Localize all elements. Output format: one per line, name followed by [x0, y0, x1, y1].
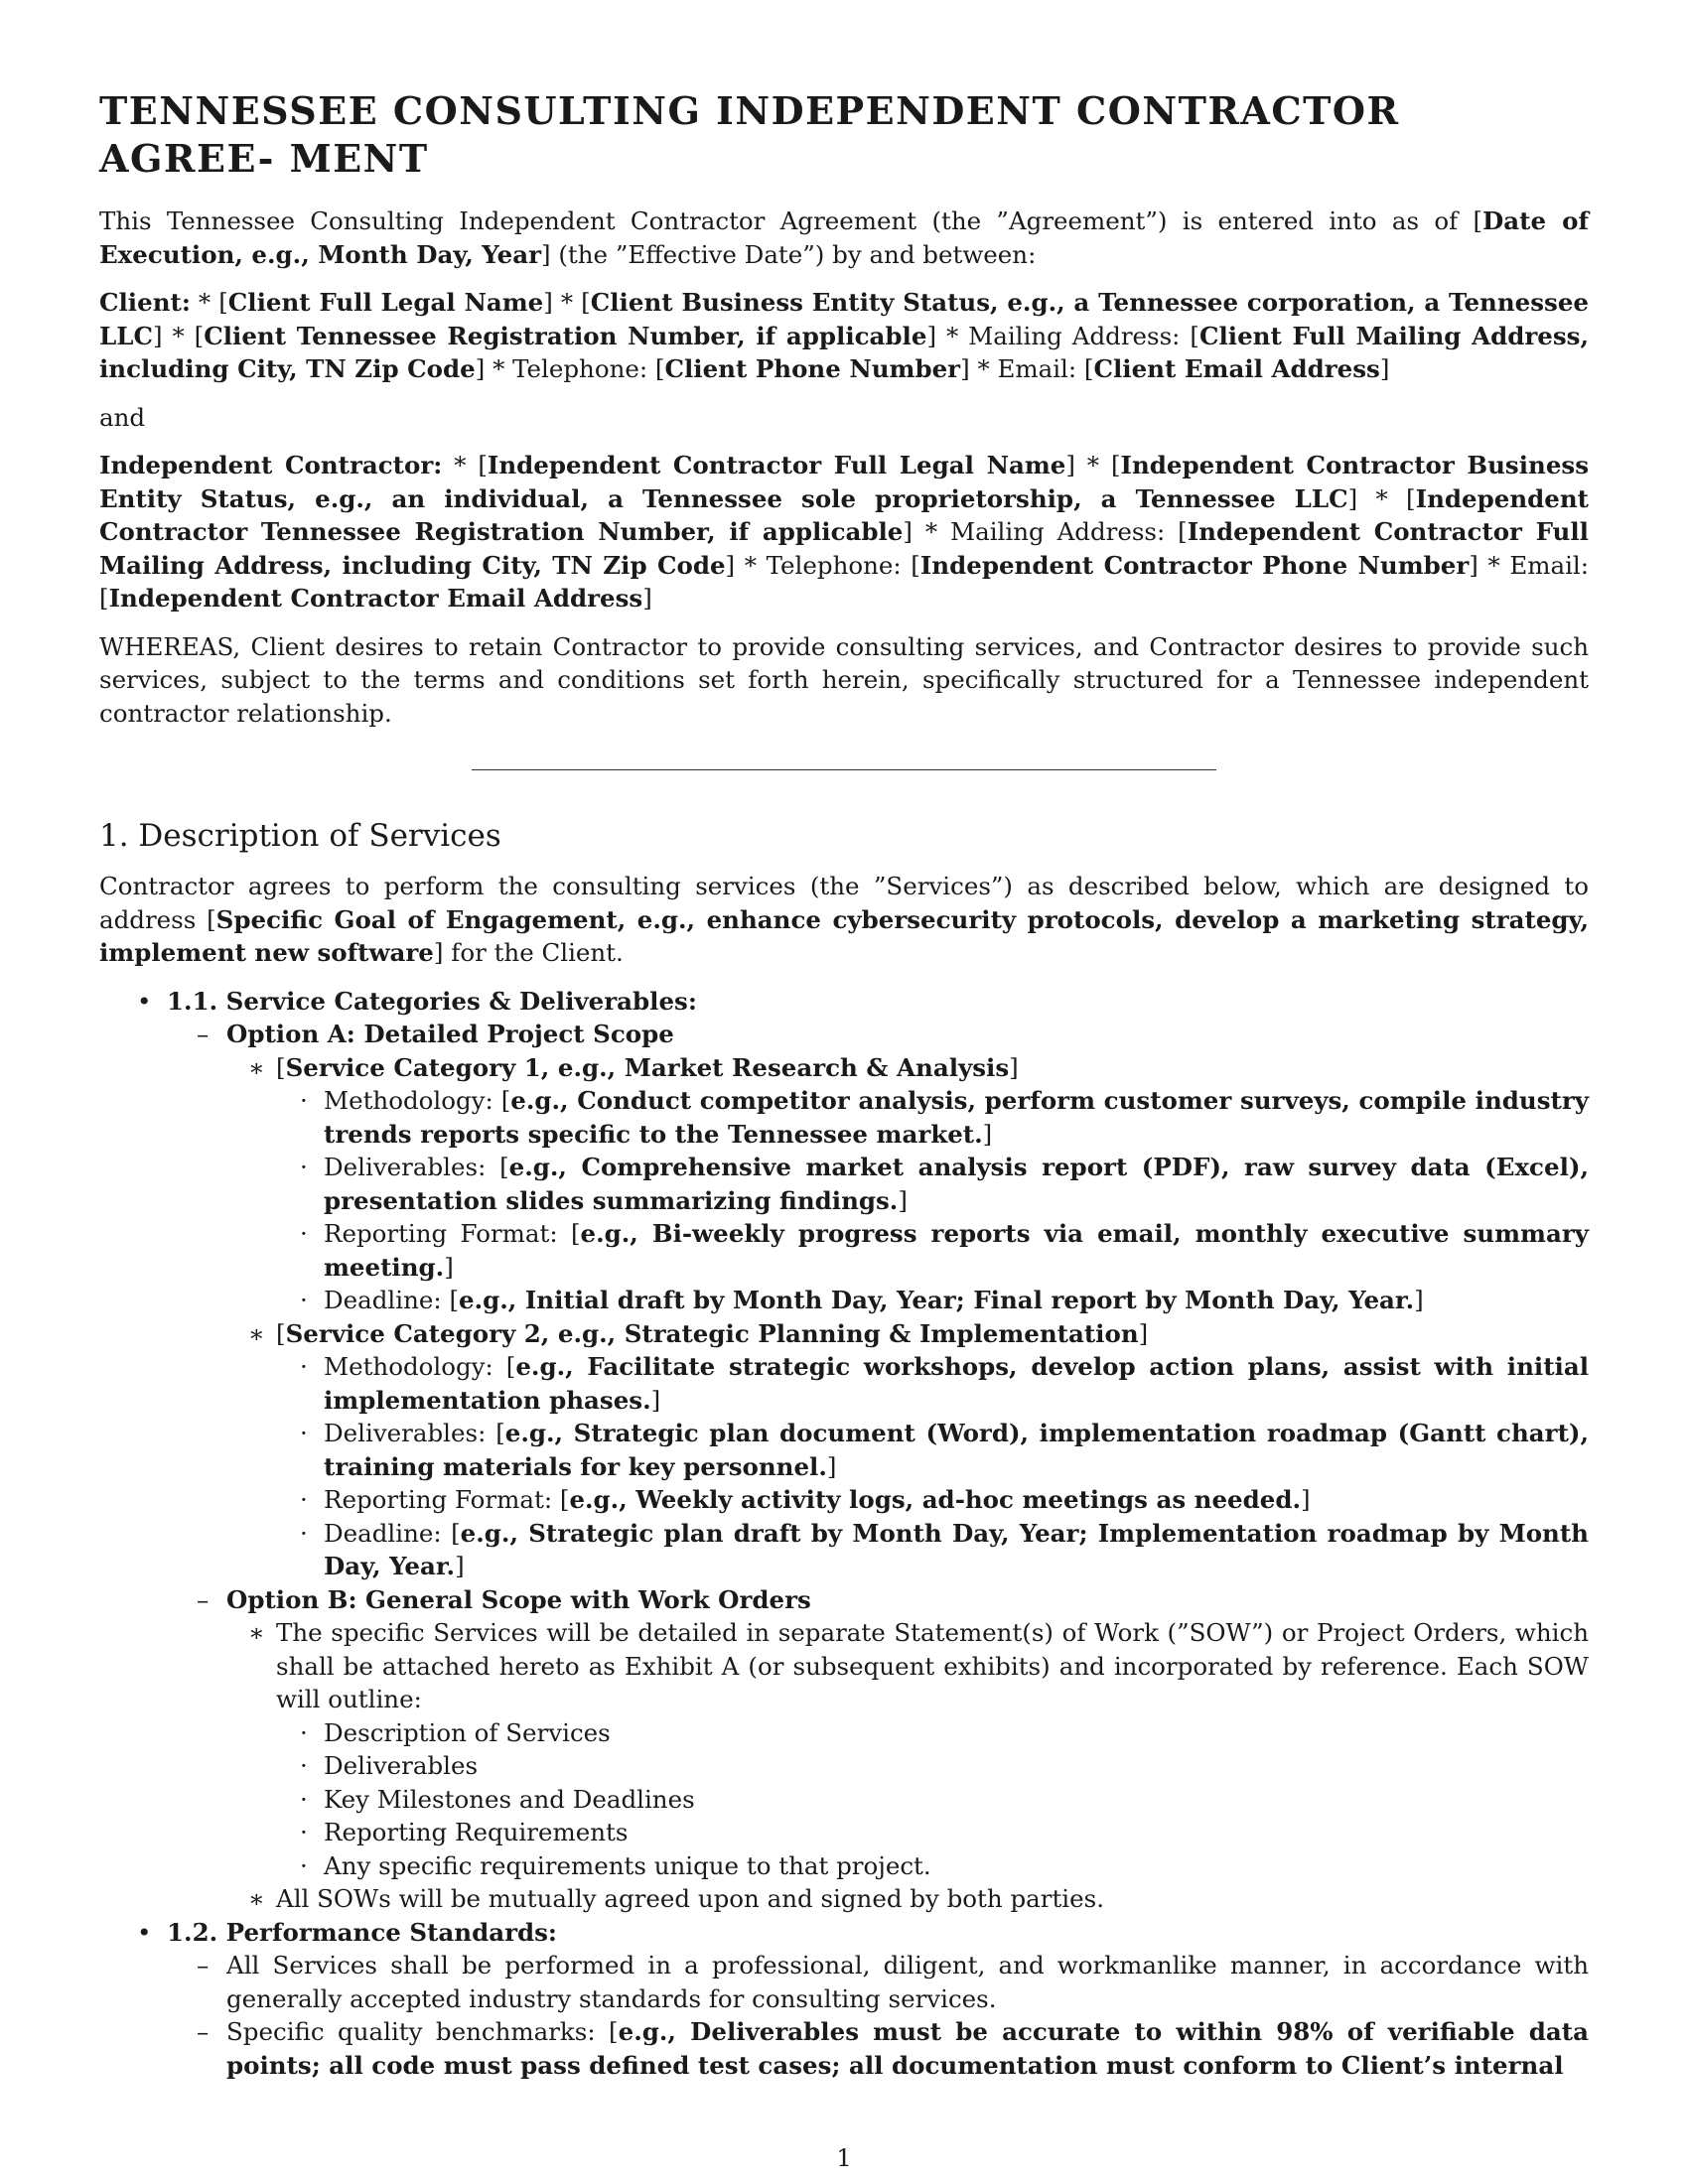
contractor-registration: Independent Contractor Tennessee Registration Number, if applicable — [99, 483, 1589, 546]
list-item-1-1 — [99, 985, 1589, 1916]
contractor-entity: Independent Contractor Business Entity Status, e.g., an individual, a Tennessee sole proprietorship, a Tennessee LLC — [99, 451, 1590, 513]
document-body — [99, 87, 1589, 2082]
list-item: – Specific quality benchmarks: [e.g., Deliverables must be accurate to within 98% of verifiable data points; all code must pass defined test cases; all documentation must conform to Client’s internal — [167, 2015, 1589, 2082]
client-name: Client Full Legal Name — [227, 288, 544, 317]
contractor-block: Independent Contractor: * [Independent Contractor Full Legal Name] * [Independent Contractor Business Entity Status, e.g., an individual, a Tennessee sole proprietorship, a Tennessee LLC] * [Independent Contractor Tennessee Registration Number, if applicable] * Mailing Address: [Independent Contractor Full Mailing Address, including City, TN Zip Code] * Telephone: [Independent Contractor Phone Number] * Email: [Independent Contractor Email Address] — [99, 451, 1590, 613]
option-b-item — [167, 1583, 1589, 1916]
client-block: Client: * [Client Full Legal Name] * [Client Business Entity Status, e.g., a Tennessee corporation, a Tennessee LLC] * [Client Tennessee Registration Number, if applicable] * Mailing Address: [Client Full Mailing Address, including City, TN Zip Code] * Telephone: [Client Phone Number] * Email: [Client Email Address] — [99, 288, 1590, 383]
service-category-1: ∗ [Service Category 1, e.g., Market Research & Analysis] · Methodology: [e.g., Conduct competitor analysis, perform customer surveys, compile industry trends reports specific to the Tennessee market.] · Deliverables: [e.g., Comprehensive market analysis report (PDF), raw survey data (Excel), presentation slides summarizing findings.] · Reporting Format: [e.g., Bi-weekly progress reports via email, monthly executive summary meeting.] · Deadline: [e.g., Initial draft by Month Day, Year; Final report by Month Day, Year.] — [226, 1051, 1589, 1317]
list-item — [226, 1616, 1589, 1882]
service-categories-label: 1.1. Service Categories & Deliverables: — [167, 986, 697, 1016]
section-1-list — [99, 985, 1589, 2083]
sow-outline-list — [276, 1716, 1589, 1883]
option-a-categories — [226, 1051, 1589, 1583]
list-item: ∗ All SOWs will be mutually agreed upon and signed by both parties. — [226, 1882, 1589, 1916]
option-b-details — [226, 1616, 1589, 1916]
list-item: · Deadline: [e.g., Initial draft by Month Day, Year; Final report by Month Day, Year.] — [276, 1284, 1589, 1317]
section-divider — [472, 769, 1216, 770]
list-item: · Methodology: [e.g., Conduct competitor analysis, perform customer surveys, compile industry trends reports specific to the Tennessee market.] — [276, 1084, 1589, 1151]
service-category-2-label: Service Category 2, e.g., Strategic Planning & Implementation — [285, 1318, 1139, 1348]
options-list — [167, 1018, 1589, 1916]
section-1-intro: Contractor agrees to perform the consulting services (the ”Services”) as described below, which are designed to address [Specific Goal of Engagement, e.g., enhance cybersecurity protocols, develop a marketing strategy, implement new software] for the Client. — [99, 872, 1589, 967]
list-item: · Deadline: [e.g., Strategic plan draft by Month Day, Year; Implementation roadmap by Month Day, Year.] — [276, 1517, 1589, 1583]
performance-standards-label: 1.2. Performance Standards: — [167, 1917, 557, 1947]
list-item: · Description of Services — [276, 1716, 1589, 1750]
client-phone: Client Phone Number — [664, 354, 961, 383]
service-category-1-details — [276, 1084, 1589, 1317]
contractor-address: Independent Contractor Full Mailing Address, including City, TN Zip Code — [99, 517, 1589, 580]
list-item: · Deliverables — [276, 1749, 1589, 1783]
service-category-1-label: Service Category 1, e.g., Market Research & Analysis — [285, 1052, 1010, 1082]
performance-standards-list — [167, 1949, 1589, 2082]
list-item: · Deliverables: [e.g., Strategic plan document (Word), implementation roadmap (Gantt chart), training materials for key personnel.] — [276, 1417, 1589, 1483]
list-item: · Any specific requirements unique to that project. — [276, 1849, 1589, 1883]
effective-date-placeholder: Date of Execution, e.g., Month Day, Year — [99, 206, 1590, 269]
client-label: Client: — [99, 288, 191, 317]
list-item: · Reporting Requirements — [276, 1816, 1589, 1849]
list-item: · Key Milestones and Deadlines — [276, 1783, 1589, 1817]
client-entity: Client Business Entity Status, e.g., a Tennessee corporation, a Tennessee LLC — [99, 288, 1590, 350]
client-email: Client Email Address — [1093, 354, 1380, 383]
service-category-2-details — [276, 1350, 1589, 1583]
list-item: · Deliverables: [e.g., Comprehensive market analysis report (PDF), raw survey data (Excel), presentation slides summarizing findings.] — [276, 1151, 1589, 1217]
client-registration: Client Tennessee Registration Number, if applicable — [204, 321, 927, 350]
list-item: · Reporting Format: [e.g., Weekly activity logs, ad-hoc meetings as needed.] — [276, 1483, 1589, 1517]
contractor-name: Independent Contractor Full Legal Name — [487, 451, 1066, 479]
option-a-label: Option A: Detailed Project Scope — [226, 1020, 674, 1048]
contractor-label: Independent Contractor: — [99, 451, 443, 479]
service-category-2: ∗ [Service Category 2, e.g., Strategic Planning & Implementation] · Methodology: [e.g., Facilitate strategic workshops, develop action plans, assist with initial implementation phases.] · Deliverables: [e.g., Strategic plan document (Word), implementation roadmap (Gantt chart), training materials for key personnel.] · Reporting Format: [e.g., Weekly activity logs, ad-hoc meetings as needed.] · Deadline: [e.g., Strategic plan draft by Month Day, Year; Implementation roadmap by Month Day, Year.] — [226, 1317, 1589, 1583]
option-a-item — [167, 1018, 1589, 1583]
intro-paragraph: This Tennessee Consulting Independent Contractor Agreement (the ”Agreement”) is entered into as of [Date of Execution, e.g., Month Day, Year] (the ”Effective Date”) by and between: — [99, 206, 1590, 269]
list-item: · Reporting Format: [e.g., Bi-weekly progress reports via email, monthly executive summary meeting.] — [276, 1217, 1589, 1284]
client-address: Client Full Mailing Address, including City, TN Zip Code — [99, 321, 1589, 383]
whereas-paragraph: WHEREAS, Client desires to retain Contractor to provide consulting services, and Contractor desires to provide such services, subject to the terms and conditions set forth herein, specifically structured for a Tennessee independent contractor relationship. — [99, 631, 1589, 728]
list-item: – All Services shall be performed in a professional, diligent, and workmanlike manner, in accordance with generally accepted industry standards for consulting services. — [167, 1949, 1589, 2015]
option-b-label: Option B: General Scope with Work Orders — [226, 1584, 811, 1614]
section-1-heading: 1. Description of Services — [99, 818, 501, 854]
engagement-goal-placeholder: Specific Goal of Engagement, e.g., enhance cybersecurity protocols, develop a marketing strategy, implement new software — [99, 904, 1589, 967]
contractor-email: Independent Contractor Email Address — [108, 584, 643, 613]
option-b-description: The specific Services will be detailed in separate Statement(s) of Work (”SOW”) or Project Orders, which shall be attached hereto as Exhibit A (or subsequent exhibits) and incorporated by reference. Each SOW will outline: — [276, 1618, 1589, 1713]
list-item-1-2 — [99, 1916, 1589, 2083]
and-text: and — [99, 402, 146, 432]
list-item: · Methodology: [e.g., Facilitate strategic workshops, develop action plans, assist with initial implementation phases.] — [276, 1350, 1589, 1417]
page-number: 1 — [836, 2143, 852, 2172]
contractor-phone: Independent Contractor Phone Number — [919, 550, 1470, 580]
document-title: TENNESSEE CONSULTING INDEPENDENT CONTRACTOR AGREE- MENT — [99, 88, 1400, 181]
